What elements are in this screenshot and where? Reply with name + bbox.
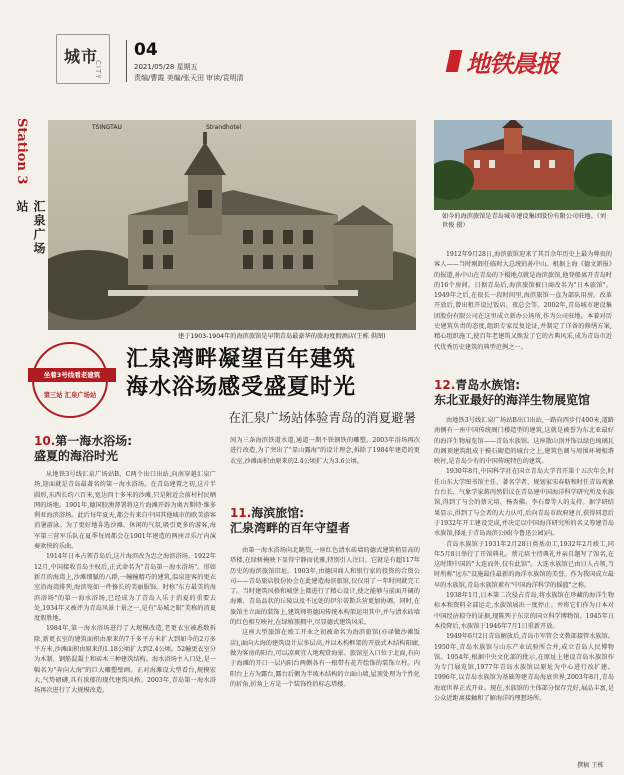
date-line: 2021/05/28 星期五 — [134, 63, 198, 71]
editors-line: 责编/曹霞 美编/张天田 审读/袁明清 — [134, 74, 244, 82]
section-10-paragraph: 1984年,第一海水浴场进行了大规模改造,老更衣室被悉数拆除,新更衣室的建筑面积由原来的7千多平方米扩大到如今的2万多平方米,沙滩面积由原来的1.18公顷扩大到2.4公顷。52幢更衣室分为木制、钢筋混凝土和砖木三种建筑结构。海水浴场主入口处,是一幅名为"奔向大海"的巨大雕塑壁画。正对海滩设大型看台,规模宏大,气势磅礴,具有浓郁的现代建筑风格。2003年,青岛第一海水浴场再次进行了大规模改造。 — [34, 625, 216, 695]
right-photo-caption: 如今的海滨旅馆是青岛城市建设集团股份有限公司驻地。（刘世俊 摄） — [442, 213, 606, 229]
section-10-heading — [34, 434, 214, 464]
modern-hotel-photo — [434, 120, 612, 210]
section-11-paragraph: 这座大型旅馆在竣工开业之初被命名为海滨旅馆(亦译做沙滩饭店),面向大海的建筑设计层多层高,并以木构框架的开放式木结构阳廊,做为客房的阳台,可以凉爽宜人地观赏海景。旅馆室入口位于北面,有向于海滩的开口一层内阳台两侧各有一根带有花卉绘饰的装饰立柱。内阳台上方为露台,露台后侧为半坡木结构的立面山墙,屋顶处理为个性化的折角,折角上方是一个装饰性的标志塔楼。 — [230, 629, 420, 688]
section-12-paragraph: 由地铁3号线汇泉广场站B出口出站,一路向西步行400米,道路南侧有一座中国传统阁门楼造型的建筑,这就是被誉为东北亚最好的海洋生物展览馆——青岛水族馆。这座散山顶并饰以绿色琉璃瓦的阁顶建筑组成于模石砌造的城台之上,建筑色调与周围环境相谐映衬,是青岛少有的中国传统特色的建筑。 — [434, 417, 614, 466]
station-en-label: Station 3 — [14, 118, 29, 185]
right-column-text — [434, 250, 612, 372]
section-11-paragraph: 由第一海水浴场向北眺望,一座红色清水砖墙的德式建筑稍显高的塔楼,在绿树掩映下显得宁静而优雅,特别引人注目。它就是有超117年历史的海滨旅馆旧址。1903年,由德国商人和银行家的投资的合资公司——青岛旅店股份协会在此建造海滨旅馆,仅仅用了一年时间就完工了。当时建筑风格和城堡上都进行了精心设计,使之能够与前面开阔的海滩、青岛品状的丘陵以及不远处的伊尔蒂斯兵营更加协调。同时,在旅馆主立面的装饰上,建筑师将德国传统木构架运用其中,并与清水砖墙的红色相互映衬,在绿植簇拥中,尽显德式建筑风采。 — [230, 547, 420, 627]
section-label-en: CITY — [94, 60, 102, 80]
series-stamp — [32, 342, 108, 418]
section-10-title2: 盛夏的海浴时光 — [34, 449, 119, 463]
section-11-title1: 海滨旅馆: — [251, 506, 305, 520]
section-10-number: 10. — [34, 434, 56, 448]
section-12-paragraph: 1938年1月,日本第二次侵占青岛,将水族馆在珍藏的海洋生物标本和资料全部运走,水族馆展出一度停止。并将它们作为日本对中国经济掠夺的证据,现陈列于东京的国立科学博物馆。1945年日本投降后,水族馆于1946年7月1日重新开放。 — [434, 592, 614, 630]
section-11-number: 11. — [230, 506, 252, 520]
modern-hotel-illustration — [434, 120, 612, 210]
station-cn-label: 汇泉广场站 — [15, 200, 46, 256]
brand-logo-text: 地铁晨报 — [466, 50, 558, 78]
station-side-title — [14, 118, 46, 268]
section-11-heading — [230, 506, 420, 536]
section-11-title2: 汇泉湾畔的百年守望者 — [230, 521, 351, 535]
headline-line1: 汇泉湾畔凝望百年建筑 — [126, 347, 357, 372]
header-divider — [126, 40, 127, 82]
section-10-continued-paragraph: 间为三条海滨铁道水道,通道一期不铁钢铁的雕塑。2003年浴场再次进行改造,为了突出了"显山露海"的设计理念,拆除了1984年建造的更衣室,沙滩面积由原来的2.4公顷扩大为3.6公顷。 — [230, 437, 420, 465]
section-label: 城市 — [64, 47, 99, 66]
section-12-title1: 青岛水族馆: — [455, 378, 521, 392]
historic-hotel-illustration — [48, 120, 416, 330]
section-12-title2: 东北亚最好的海洋生物展览馆 — [434, 393, 591, 407]
brand-logo — [448, 42, 568, 76]
top-photo-caption: 建于1903-1904年的海滨旅馆是早期青岛最豪华的旅海度假酒店(王栋 供图) — [178, 333, 386, 340]
subheadline: 在汇泉广场站体验青岛的消夏避暑 — [228, 410, 416, 425]
page-header — [0, 0, 624, 110]
section-12-paragraph: 1949年6月2日青岛解放后,青岛市军管会文教部接管水族馆。1950年,青岛水族馆与山东产业试验所合并,成立青岛人民博物馆。1954年,根据中央文化部的批示,在原址上建设青岛水族馆作为专门展览馆,1977年青岛水族馆以原址为中心进行改扩建。1996年,以青岛水族馆为基础筹建青岛海底世界,2003年8月,青岛海底世界正式开业。现在,水族馆的主体部分保存完好,展品丰富,是公众近距离接触和了解海洋的理想场所。 — [434, 633, 614, 703]
byline: 撰稿 王栋 — [574, 760, 604, 769]
section-10-paragraph: 从地铁3号线汇泉广场站B、C两个出口出站,向南穿越汇泉广场,迎面就是青岛最著名的第一海水浴场。在青岛建置之初,这片半圆形,东西长约六百米,宽达四十多米的沙滩,只是附近会前村村民晒网的场地。1901年,德国胶澳督署将这片海滩开辟为奥古斯特·维多利亚海滨浴场。此后每年夏天,都会有来自中国其他城市的欧美游客消暑游泳。为了更好地휴选沙滩、休闲的气氛,吸引更多的游客,海军第三营军乐队在夏季每周都会在1901年建造的两座音乐厅内演奏欢快的乐曲。 — [34, 471, 216, 551]
stamp-line2: 第三站 汇泉广场站 — [43, 392, 97, 399]
section-12-heading — [434, 378, 614, 408]
section-10-paragraph: 1914年日本占领青岛后,这片海滨改为忠之海滨浴场。1922年12月,中国接收青岛主权后,正式命名为"青岛第一海水浴场"。形如新月的海湾上,沙滩细腻的八群,一幢幢精巧的建筑,温泉迎客的更衣室沿海湾排列,海滨宛如一件修长的美丽服饰。时称"东方最美的海滨浴场"的第一海水浴场,已经成为了青岛人乐于消夏的重要去处,1934年又被评为青岛风景十景之一,是有"岛城之眼"美称的消夏度假胜地。 — [34, 553, 216, 623]
section-10-continued — [230, 436, 420, 496]
stamp-line1: 坐着3号线看老建筑 — [43, 371, 101, 379]
section-11-text — [230, 546, 420, 768]
section-12-number: 12. — [434, 378, 456, 392]
section-10-title1: 第一海水浴场: — [55, 434, 133, 448]
photo-label-right: Strandhotel — [206, 124, 242, 131]
section-12-paragraph: 1930年8月,中国科学社在国立青岛大学召开第十五次年会,时任山东大学图书馆主任、著名学者、规划家宋春舫和时任青岛观象台台长、气象学家蒋丙然倡议在青岛建中国海洋科学研究所及水族馆,得到了与会的蔡元培、杨杏佛、李石曾等人的支持。据学研结果显示,得到了与会者的大力认可,后向青岛市政府建言,获得同意后于1932年开工建设完成,并决定以中国海洋研究所的名义筹建青岛水族馆,择址于青岛海滨公园(今鲁迅公园)内。 — [434, 468, 614, 538]
historic-hotel-photo — [48, 120, 416, 330]
section-10-text — [34, 470, 216, 768]
photo-label-left: TSINGTAU — [92, 124, 122, 131]
section-12-paragraph: 青岛水族馆于1931年2月28日奠基动工,1932年2月竣工,同年5月8日举行了开馆典礼。蔡元培主持典礼并亲自题写了馆名,在这时期中国的"大连而外,仅有此馆"。大连水族馆已由日人占领,当时所称"远东"设施最佳最新的海洋水族馆的美誉。作为我国成立最早的水族馆,青岛水族馆素有"中国海洋科学的摇篮"之称。 — [434, 540, 614, 589]
section-12-text — [434, 416, 614, 768]
headline-line2: 海水浴场感受盛夏时光 — [126, 375, 357, 400]
right-column-paragraph: 1912年9月28日,海滨旅馆迎来了其百余年历史上最为尊贵的客人——当时刚卸任临时大总统的孙中山。根据上海《德文新报》的报道,孙中山在青岛的下榻地点就是海滨旅馆,他登船离开青岛时的16个房间。日据青岛后,海滨旅馆被日商改名为"日本旅馆"。1949年之后,在很长一段时间里,海滨旅馆一直为部队用房。改革开放后,曾出租开设过饭店、夜总会等。2002年,青岛城市建设集团股份有限公司在这里成立新办公场所,作为公司驻地。本着对历史建筑负责的态度,组织专家反复论证,并制定了详备的修缮方案,精心组织施工,使百年老建筑又焕发了它的古典风采,成为青岛市近代优秀历史建筑的典型范例之一。 — [434, 251, 612, 351]
page-number: 04 — [134, 40, 158, 60]
brand-logo-mark — [446, 50, 463, 72]
